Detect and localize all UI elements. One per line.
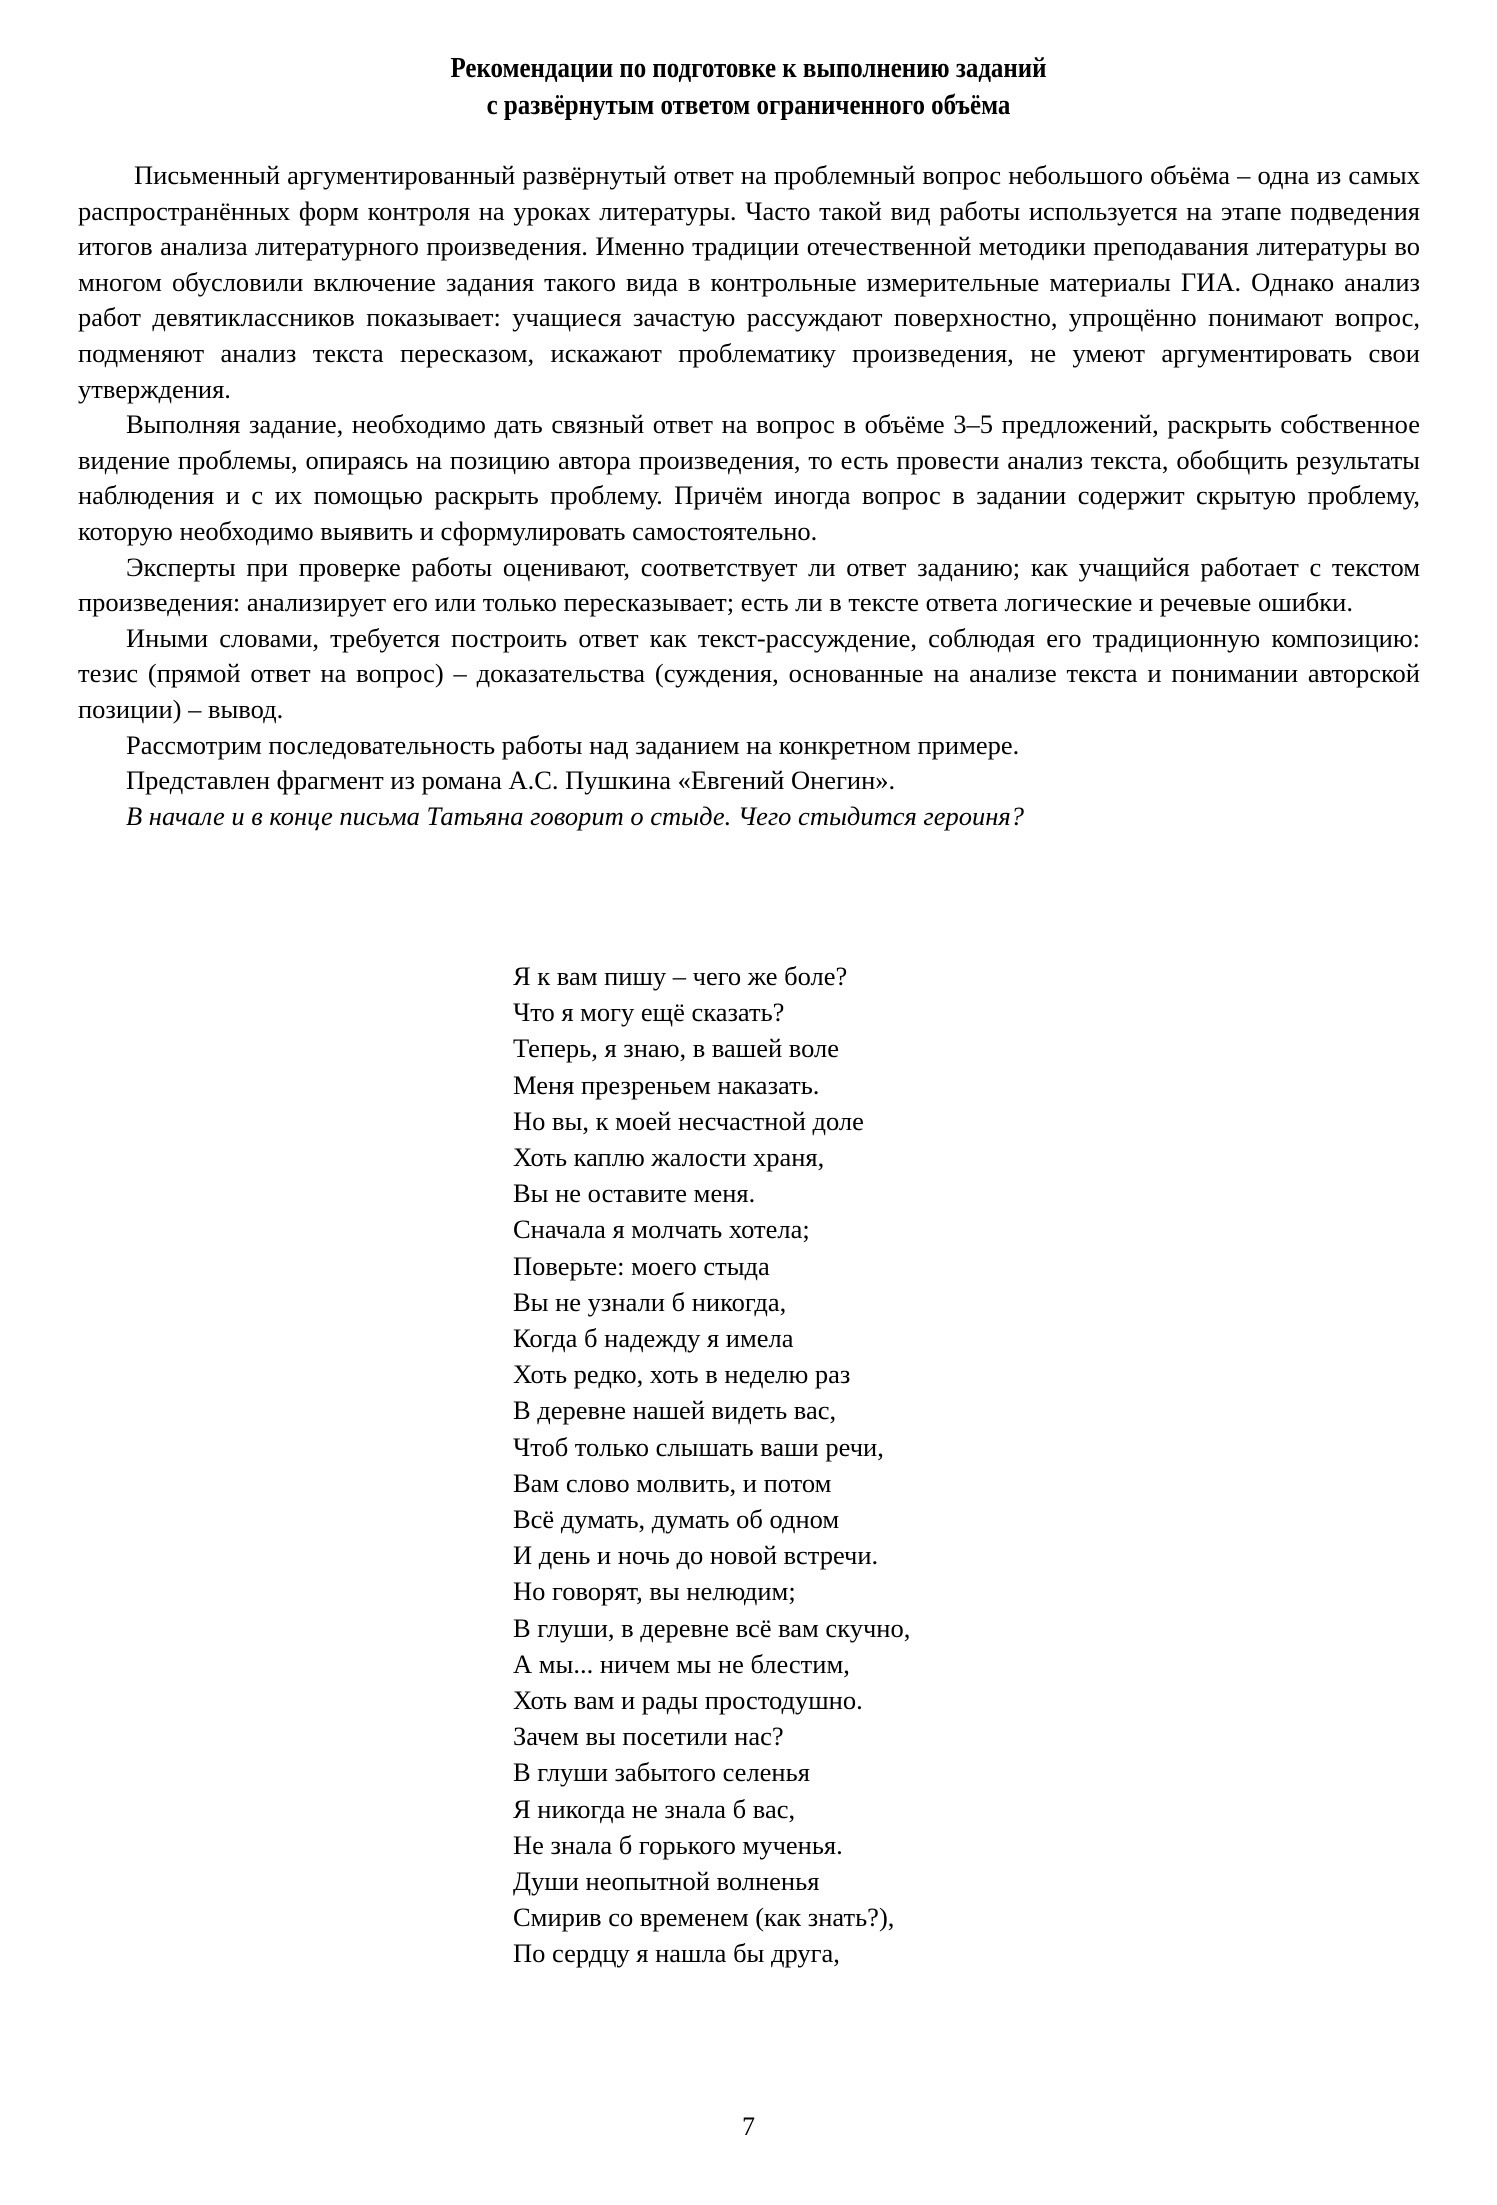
poem-line: Вам слово молвить, и потом: [513, 1467, 832, 1498]
poem-line: Сначала я молчать хотела;: [513, 1214, 810, 1245]
page-title: [0, 50, 1497, 124]
title-line-1: Рекомендации по подготовке к выполнению заданий: [450, 52, 1047, 84]
poem-line: Я к вам пишу – чего же боле?: [513, 961, 848, 991]
paragraph-structure: Иными словами, требуется построить ответ как текст-рассуждение, соблюдая его традиционную композицию: тезис (прямой ответ на вопрос) – доказательства (суждения, основанные на анализе текста и понимании авторской позиции) – вывод.: [78, 622, 1420, 724]
poem-line: По сердцу я нашла бы друга,: [513, 1938, 840, 1969]
poem-line: Смирив со временем (как знать?),: [513, 1902, 895, 1933]
paragraph-intro: Письменный аргументированный развёрнутый ответ на проблемный вопрос небольшого объёма – одна из самых распространённых форм контроля на уроках литературы. Часто такой вид работы используется на этапе подведения итогов анализа литературного произведения. Именно традиции отечественной методики преподавания литературы во многом обусловили включение задания такого вида в контрольные измерительные материалы ГИА. Однако анализ работ девятиклассников показывает: учащиеся зачастую рассуждают поверхностно, упрощённо понимают вопрос, подменяют анализ текста пересказом, искажают проблематику произведения, не умеют аргументировать свои утверждения.: [78, 160, 1420, 404]
poem-line: Теперь, я знаю, в вашей воле: [513, 1033, 839, 1064]
poem-line: Но говорят, вы нелюдим;: [513, 1576, 796, 1607]
body-text: [78, 158, 1420, 834]
poem-line: Вы не оставите меня.: [513, 1178, 756, 1209]
poem-line: Не знала б горького мученья.: [513, 1829, 843, 1860]
poem-line: Когда б надежду я имела: [513, 1323, 794, 1354]
question-text: В начале и в конце письма Татьяна говорит о стыде. Чего стыдится героиня?: [126, 800, 1024, 831]
poem-line: Поверьте: моего стыда: [513, 1250, 770, 1281]
poem-line: Я никогда не знала б вас,: [513, 1793, 796, 1824]
poem-line: И день и ночь до новой встречи.: [513, 1540, 879, 1571]
poem-excerpt: [513, 958, 910, 1972]
poem-line: Зачем вы посетили нас?: [513, 1721, 784, 1752]
poem-line: А мы... ничем мы не блестим,: [513, 1648, 850, 1679]
poem-line: Души неопытной волненья: [513, 1866, 820, 1897]
paragraph-fragment: Представлен фрагмент из романа А.С. Пушкина «Евгений Онегин».: [126, 765, 896, 796]
paragraph-example: Рассмотрим последовательность работы над заданием на конкретном примере.: [126, 729, 1020, 760]
poem-line: Хоть редко, хоть в неделю раз: [513, 1359, 851, 1390]
poem-line: В глуши забытого селенья: [513, 1757, 810, 1788]
paragraph-task: Выполняя задание, необходимо дать связный ответ на вопрос в объёме 3–5 предложений, раскрыть собственное видение проблемы, опираясь на позицию автора произведения, то есть провести анализ текста, обобщить результаты наблюдения и с их помощью раскрыть проблему. Причём иногда вопрос в задании содержит скрытую проблему, которую необходимо выявить и сформулировать самостоятельно.: [78, 409, 1420, 546]
poem-line: Меня презреньем наказать.: [513, 1069, 820, 1100]
poem-line: В деревне нашей видеть вас,: [513, 1395, 837, 1426]
poem-line: В глуши, в деревне всё вам скучно,: [513, 1612, 911, 1643]
poem-line: Вы не узнали б никогда,: [513, 1286, 787, 1317]
poem-line: Всё думать, думать об одном: [513, 1504, 840, 1535]
page-number: 7: [742, 2112, 755, 2141]
poem-line: Что я могу ещё сказать?: [513, 997, 785, 1028]
title-line-2: с развёрнутым ответом ограниченного объёма: [486, 89, 1011, 121]
poem-line: Хоть каплю жалости храня,: [513, 1142, 825, 1173]
poem-line: Но вы, к моей несчастной доле: [513, 1105, 864, 1136]
paragraph-experts: Эксперты при проверке работы оценивают, соответствует ли ответ заданию; как учащийся работает с текстом произведения: анализирует его или только пересказывает; есть ли в тексте ответа логические и речевые ошибки.: [78, 551, 1420, 618]
poem-line: Чтоб только слышать ваши речи,: [513, 1431, 884, 1462]
poem-line: Хоть вам и рады простодушно.: [513, 1685, 863, 1716]
